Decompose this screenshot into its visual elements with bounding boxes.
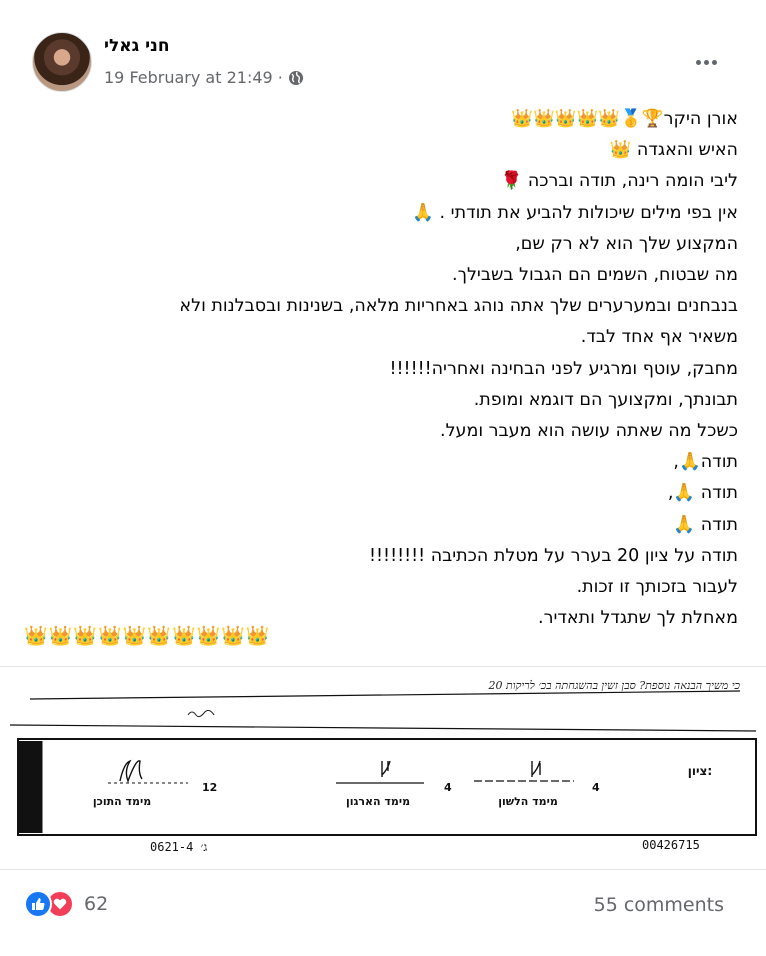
avatar[interactable] [32, 32, 92, 92]
more-dot-icon [712, 60, 717, 65]
score-label: מימד הלשון [498, 795, 558, 808]
handwritten-note: כי משיך הבנאה נוספת? סבן זשין בהשגחתה בכ׳ לריקות 20 [488, 679, 740, 692]
post-line: מחבק, עוטף ומרגיע לפני הבחינה ואחריה!!!!!! [389, 358, 738, 379]
post-photo[interactable] [0, 666, 766, 870]
post-line: מאחלת לך שתגדל ותאדיר. [538, 608, 738, 629]
reaction-count: 62 [84, 893, 109, 915]
form-code: ג׳ 0621-4 [150, 840, 208, 854]
comments-count-link[interactable]: 55 comments [593, 894, 724, 916]
post-line: מה שבטוח, השמים הם הגבול בשבילך. [452, 265, 738, 286]
post-line: תבונתך, ומקצועך הם דוגמא ומופת. [473, 389, 738, 410]
score-max: 4 [592, 781, 600, 794]
post-body [24, 104, 738, 634]
post-footer [24, 880, 724, 928]
globe-icon[interactable] [288, 70, 304, 86]
more-options-button[interactable] [688, 44, 724, 80]
more-dot-icon [696, 60, 701, 65]
post-line: אורן היקר🏆🥇👑👑👑👑👑 [511, 109, 738, 129]
score-label: מימד הארגון [345, 795, 411, 808]
post-line: תודה 🙏 [673, 514, 738, 535]
score-max: 4 [444, 781, 452, 794]
post-line: אין בפי מילים שיכולות להביע את תודתי . 🙏 [412, 202, 738, 223]
reactions-summary[interactable] [24, 890, 108, 918]
post-line: המקצוע שלך הוא לא רק שם, [515, 233, 738, 254]
post-line: האיש והאגדה 👑 [609, 140, 738, 161]
post-timestamp[interactable]: 19 February at 21:49 [104, 68, 273, 87]
author-name[interactable]: חני גאלי [104, 36, 170, 56]
crowns-line: 👑👑👑👑👑👑👑👑👑👑 [24, 625, 271, 647]
post-meta [104, 68, 304, 87]
post-line: תודה🙏, [673, 452, 738, 473]
score-max: 12 [202, 781, 218, 794]
meta-separator: · [277, 68, 283, 87]
like-icon [24, 890, 52, 918]
post-line: תודה 🙏, [667, 483, 738, 504]
post-line: ליבי הומה רינה, תודה וברכה 🌹 [500, 171, 738, 192]
post-line: תודה על ציון 20 בערר על מטלת הכתיבה !!!!!!!! [369, 545, 738, 566]
more-dot-icon [704, 60, 709, 65]
score-label: מימד התוכן [92, 795, 152, 808]
post-line: כשכל מה שאתה עושה הוא מעבר ומעל. [440, 421, 738, 442]
post-line: משאיר אף אחד לבד. [580, 327, 738, 348]
post-line: לעבור בזכותך זו זכות. [576, 577, 738, 598]
exam-scan [0, 667, 766, 870]
serial-number: 00426715 [642, 838, 700, 852]
post-header [30, 30, 726, 94]
grade-label: ציון: [687, 764, 713, 778]
post-line: בנבחנים ובמערערים שלך אתה נוהג באחריות מלאה, בשנינות ובסבלנות ולא [179, 296, 738, 317]
